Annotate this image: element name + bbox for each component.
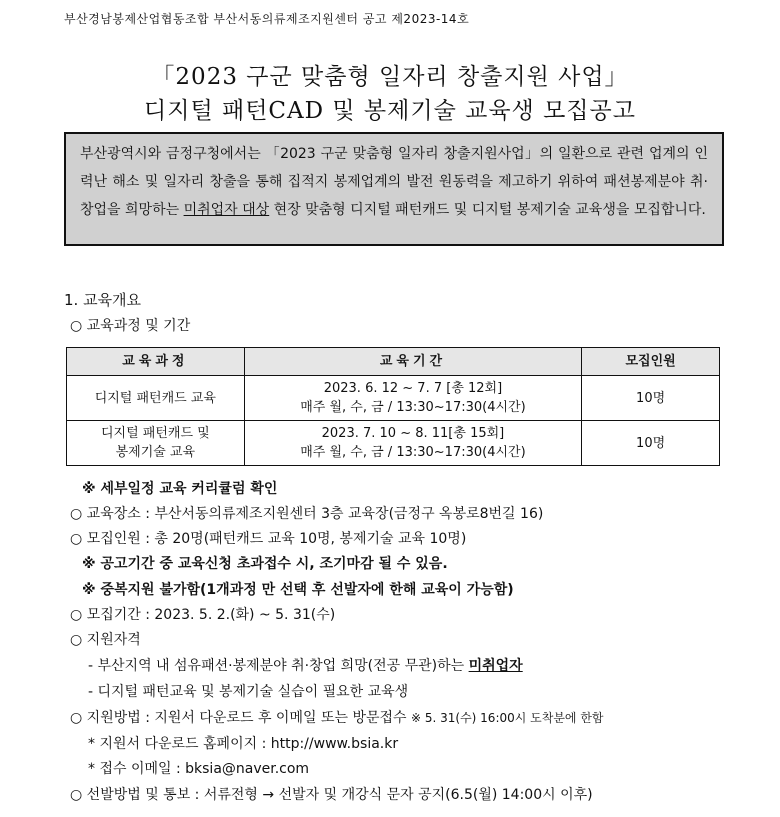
- qualification-heading: ○ 지원자격: [70, 632, 141, 648]
- note-curriculum: ※ 세부일정 교육 커리큘럼 확인: [82, 481, 278, 497]
- table-row: [67, 421, 720, 466]
- note-no-duplicate: ※ 중복지원 불가함(1개과정 만 선택 후 선발자에 한해 교육이 가능함): [82, 582, 514, 598]
- selection-line: ○ 선발방법 및 통보 : 서류전형 → 선발자 및 개강식 문자 공지(6.5(월) 14:00시 이후): [70, 787, 593, 803]
- intro-underlined-target: 미취업자 대상: [183, 202, 270, 218]
- note-early-close: ※ 공고기간 중 교육신청 초과접수 시, 조기마감 될 수 있음.: [82, 556, 448, 572]
- intro-box: [64, 132, 724, 246]
- intro-text-part2: 현장 맞춤형 디지털 패턴캐드 및 디지털 봉제기술 교육생을 모집합니다.: [269, 202, 706, 218]
- table-cell-count: 10명: [582, 421, 720, 466]
- table-cell-course: 디지털 패턴캐드 교육: [67, 376, 245, 421]
- download-line: * 지원서 다운로드 홈페이지 : http://www.bsia.kr: [88, 736, 399, 752]
- qualification-item-1: - 부산지역 내 섬유패션·봉제분야 취·창업 희망(전공 무관)하는 미취업자: [88, 658, 523, 674]
- apply-method-line: ○ 지원방법 : 지원서 다운로드 후 이메일 또는 방문접수 ※ 5. 31(수) 16:00시 도착분에 한함: [70, 710, 604, 726]
- table-cell-period: 2023. 7. 10 ~ 8. 11[총 15회] 매주 월, 수, 금 / 13:30~17:30(4시간): [244, 421, 582, 466]
- qualification-underlined: 미취업자: [468, 658, 523, 674]
- table-cell-course: 디지털 패턴캐드 및 봉제기술 교육: [67, 421, 245, 466]
- table-header-course: 교육과정: [67, 348, 245, 376]
- table-header-count: 모집인원: [582, 348, 720, 376]
- section-heading: 1. 교육개요: [64, 291, 142, 309]
- apply-method-note: ※ 5. 31(수) 16:00시 도착분에 한함: [411, 711, 604, 725]
- document-title-line1: 「2023 구군 맞춤형 일자리 창출지원 사업」: [151, 64, 629, 90]
- table-header-period: 교육기간: [244, 348, 582, 376]
- location-line: ○ 교육장소 : 부산서동의류제조지원센터 3층 교육장(금정구 옥봉로8번길 16): [70, 506, 544, 522]
- table-row: [67, 376, 720, 421]
- table-cell-count: 10명: [582, 376, 720, 421]
- table-cell-period: 2023. 6. 12 ~ 7. 7 [총 12회] 매주 월, 수, 금 / 13:30~17:30(4시간): [244, 376, 582, 421]
- table-header-row: [67, 348, 720, 376]
- qualification-item-2: - 디지털 패턴교육 및 봉제기술 실습이 필요한 교육생: [88, 684, 409, 700]
- recruit-period-line: ○ 모집기간 : 2023. 5. 2.(화) ~ 5. 31(수): [70, 607, 336, 623]
- intro-text-part1: 부산광역시와 금정구청에서는 「2023 구군 맞춤형 일자리 창출지원사업」의 일환으로 관련 업계의 인력난 해소 및 일자리 창출을 통해 집적지 봉제업계의 발전 원동력을 제고하기 위하여 패션봉제분야 취·창업을 희망하는: [80, 146, 708, 218]
- section-subheading: ○ 교육과정 및 기간: [70, 318, 191, 334]
- email-line: * 접수 이메일 : bksia@naver.com: [88, 761, 310, 777]
- document-title-line2: 디지털 패턴CAD 및 봉제기술 교육생 모집공고: [144, 98, 636, 124]
- recruit-count-line: ○ 모집인원 : 총 20명(패턴캐드 교육 10명, 봉제기술 교육 10명): [70, 531, 467, 547]
- curriculum-table: [66, 347, 720, 466]
- notice-number: 부산경남봉제산업협동조합 부산서동의류제조지원센터 공고 제2023-14호: [64, 12, 470, 26]
